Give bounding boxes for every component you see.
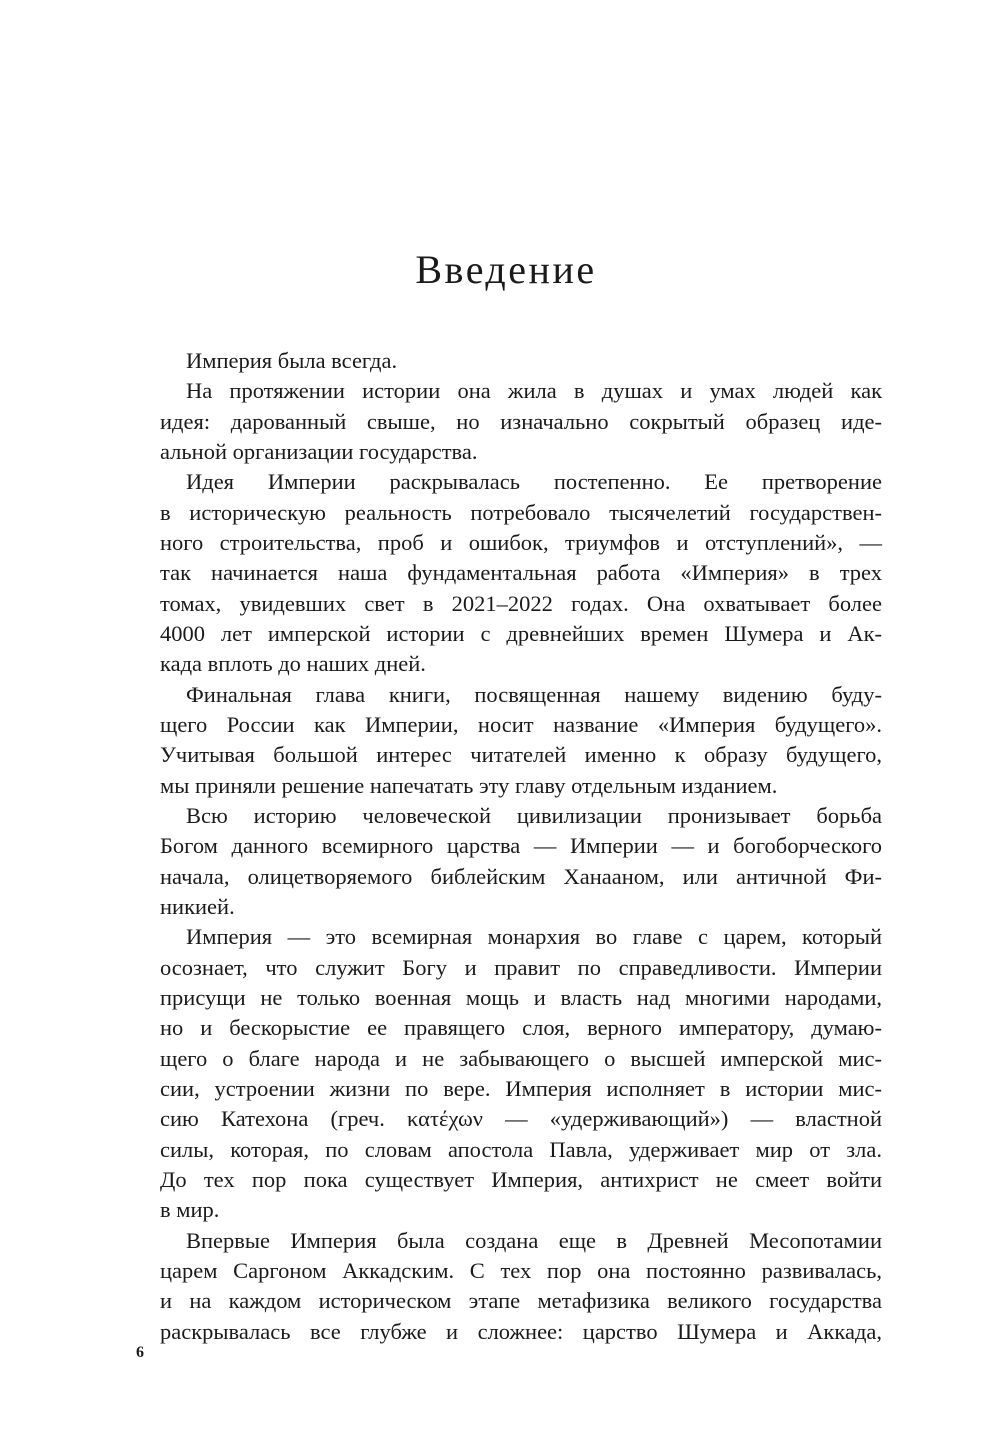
text-line: начала, олицетворяемого библейским Ханааном, или античной Фи- <box>160 863 882 889</box>
text-line: Учитывая большой интерес читателей именно к образу будущего, <box>160 742 882 768</box>
text-line: сию Катехона (греч. κατέχων — «удерживающий») — властной <box>160 1106 882 1132</box>
text-line: щего о благе народа и не забывающего о высшей имперской мис- <box>160 1045 882 1071</box>
text-line: альной организации государства. <box>160 438 478 464</box>
text-line: раскрывалась все глубже и сложнее: царство Шумера и Аккада, <box>160 1318 882 1344</box>
text-line: До тех пор пока существует Империя, антихрист не смеет войти <box>160 1166 882 1192</box>
text-line: никией. <box>160 893 235 919</box>
paragraph <box>160 467 882 679</box>
paragraph <box>160 346 882 376</box>
text-line: в историческую реальность потребовало тысячелетий государствен- <box>160 499 882 525</box>
text-line: силы, которая, по словам апостола Павла, удерживает мир от зла. <box>160 1136 882 1162</box>
chapter-title: Введение <box>415 247 597 292</box>
text-line: Империя — это всемирная монархия во главе с царем, который <box>186 924 882 950</box>
paragraph <box>160 376 882 467</box>
text-line: но и бескорыстие ее правящего слоя, верного императору, думаю- <box>160 1015 882 1041</box>
text-line: Всю историю человеческой цивилизации пронизывает борьба <box>186 802 882 828</box>
page-number: 6 <box>136 1344 144 1361</box>
text-line: На протяжении истории она жила в душах и умах людей как <box>186 378 882 404</box>
paragraph <box>160 922 882 1225</box>
text-line: Империя была всегда. <box>186 348 398 373</box>
text-line: 4000 лет имперской истории с древнейших времен Шумера и Ак- <box>160 620 882 646</box>
body-text <box>160 346 882 1347</box>
text-line: Идея Империи раскрывалась постепенно. Ее претворение <box>186 469 882 495</box>
paragraph <box>160 801 882 922</box>
text-line: осознает, что служит Богу и правит по справедливости. Империи <box>160 954 882 980</box>
text-line: щего России как Империи, носит название «Империя будущего». <box>160 711 882 737</box>
text-line: када вплоть до наших дней. <box>160 651 426 677</box>
text-line: присущи не только военная мощь и власть над многими народами, <box>160 984 882 1010</box>
text-line: так начинается наша фундаментальная работа «Империя» в трех <box>160 560 882 586</box>
text-line: идея: дарованный свыше, но изначально сокрытый образец иде- <box>160 408 882 434</box>
text-line: ного строительства, проб и ошибок, триумфов и отступлений», — <box>160 529 882 555</box>
text-line: в мир. <box>160 1197 220 1223</box>
text-line: мы приняли решение напечатать эту главу отдельным изданием. <box>160 772 778 798</box>
text-line: томах, увидевших свет в 2021–2022 годах. Она охватывает более <box>160 590 882 616</box>
text-line: Финальная глава книги, посвященная нашему видению буду- <box>186 681 882 707</box>
text-line: сии, устроении жизни по вере. Империя исполняет в истории мис- <box>160 1075 882 1101</box>
text-line: Впервые Империя была создана еще в Древней Месопотамии <box>186 1227 882 1253</box>
text-line: царем Саргоном Аккадским. С тех пор она постоянно развивалась, <box>160 1257 882 1283</box>
paragraph <box>160 1226 882 1347</box>
paragraph <box>160 680 882 801</box>
text-line: и на каждом историческом этапе метафизика великого государства <box>160 1288 882 1314</box>
text-line: Богом данного всемирного царства — Империи — и богоборческого <box>160 833 882 859</box>
